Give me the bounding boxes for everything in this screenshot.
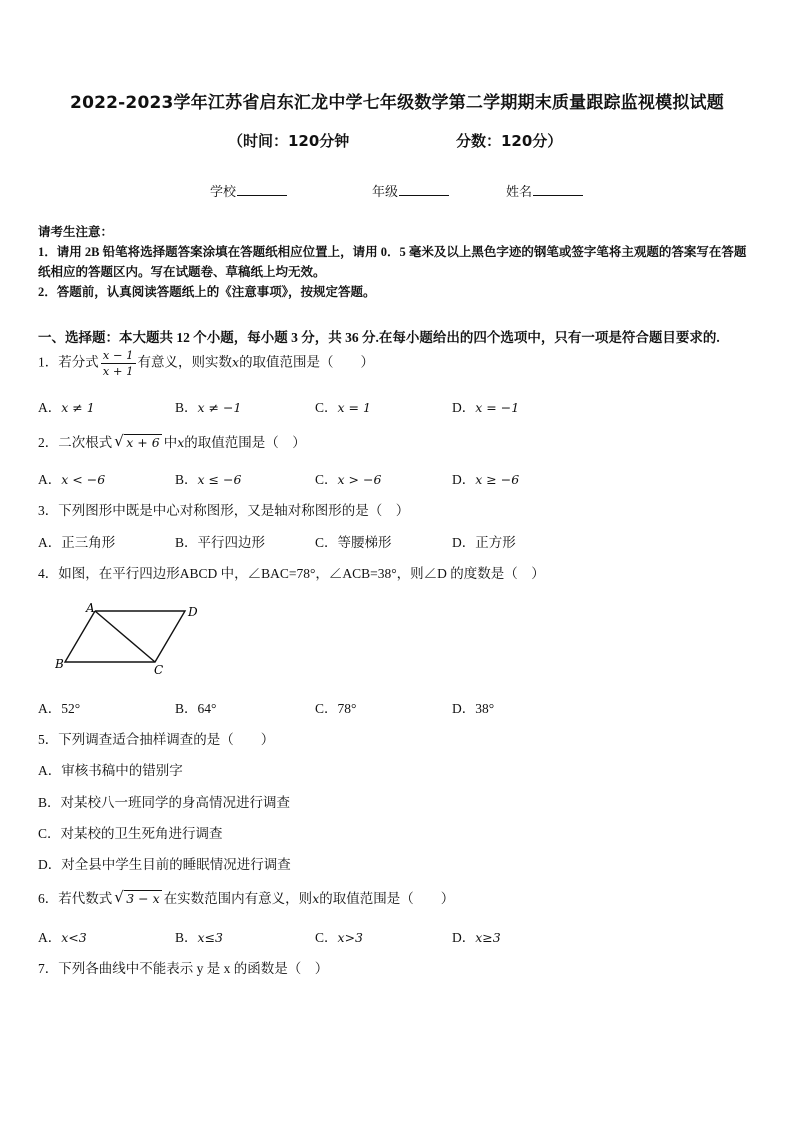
option-text: 平行四边形 xyxy=(197,535,266,550)
q1-option-b xyxy=(175,396,241,416)
option-text: x ≥ −6 xyxy=(475,472,520,487)
option-text: x > −6 xyxy=(337,472,382,487)
q3-option-b xyxy=(175,531,265,551)
option-letter: D． xyxy=(452,400,476,415)
q5-option-a xyxy=(38,759,183,779)
option-text: 对某校八一班同学的身高情况进行调查 xyxy=(60,795,291,810)
notice-block xyxy=(38,222,758,302)
option-letter: C． xyxy=(315,701,338,716)
option-letter: C． xyxy=(315,400,338,415)
exam-time: （时间：120分钟 xyxy=(228,132,350,150)
option-letter: D． xyxy=(452,472,476,487)
school-label: 学校 xyxy=(210,184,237,199)
q3-option-d xyxy=(452,531,516,551)
q2-var: x xyxy=(177,435,185,450)
q6-suffix: 的取值范围是（ ） xyxy=(319,891,455,906)
option-text: 64° xyxy=(197,701,217,716)
option-text: 52° xyxy=(61,701,81,716)
q1-option-c xyxy=(315,396,371,416)
option-letter: A． xyxy=(38,701,62,716)
option-letter: D． xyxy=(38,857,62,872)
q4-option-d xyxy=(452,697,494,717)
option-letter: C． xyxy=(315,930,338,945)
q6-option-c xyxy=(315,926,363,946)
q1-prefix: 1．若分式 xyxy=(38,354,99,370)
sqrt-icon: √ xyxy=(114,888,124,906)
option-letter: C． xyxy=(38,826,61,841)
q2-option-b xyxy=(175,468,241,488)
q1-suffix-1: 有意义，则实数 xyxy=(137,354,232,370)
q1-var: x xyxy=(232,354,240,370)
option-text: x < −6 xyxy=(61,472,106,487)
q6-mid: 在实数范围内有意义，则 xyxy=(163,891,313,906)
option-text: 正方形 xyxy=(475,535,516,550)
grade-blank xyxy=(399,184,449,196)
question-5: 5．下列调查适合抽样调查的是（ ） xyxy=(38,732,275,747)
q6-option-b xyxy=(175,926,223,946)
q6-radicand: 3 − x xyxy=(126,891,160,906)
grade-field xyxy=(372,181,449,200)
option-letter: B． xyxy=(175,701,198,716)
diagonal-ac xyxy=(95,611,155,662)
q4-option-c xyxy=(315,697,356,717)
question-3: 3．下列图形中既是中心对称图形，又是轴对称图形的是（ ） xyxy=(38,503,410,518)
name-blank xyxy=(533,184,583,196)
option-text: 对全县中学生目前的睡眠情况进行调查 xyxy=(61,857,291,872)
q5-option-d xyxy=(38,853,291,873)
name-field xyxy=(506,181,583,200)
option-letter: D． xyxy=(452,535,476,550)
option-text: 等腰梯形 xyxy=(337,535,392,550)
q1-numerator: x − 1 xyxy=(102,348,134,362)
option-letter: A． xyxy=(38,930,62,945)
option-text: 对某校的卫生死角进行调查 xyxy=(60,826,223,841)
q1-option-a xyxy=(38,396,95,416)
q3-option-a xyxy=(38,531,115,551)
question-1 xyxy=(38,348,374,379)
exam-title: 2022-2023学年江苏省启东汇龙中学七年级数学第二学期期末质量跟踪监视模拟试题 xyxy=(70,93,724,113)
option-letter: D． xyxy=(452,701,476,716)
option-text: 审核书稿中的错别字 xyxy=(61,763,183,778)
q3-option-c xyxy=(315,531,392,551)
q2-option-d xyxy=(452,468,519,488)
vertex-c-label: C xyxy=(154,663,164,677)
q2-radicand: x + 6 xyxy=(126,435,160,450)
option-text: 38° xyxy=(475,701,495,716)
q5-option-b xyxy=(38,791,290,811)
sqrt-icon: √ xyxy=(114,432,124,450)
q6-prefix: 6．若代数式 xyxy=(38,891,113,906)
grade-label: 年级 xyxy=(372,184,399,199)
question-2 xyxy=(38,431,306,451)
question-6 xyxy=(38,887,454,907)
parallelogram-figure xyxy=(55,600,210,682)
q2-prefix: 2．二次根式 xyxy=(38,435,113,450)
option-letter: C． xyxy=(315,472,338,487)
option-text: 78° xyxy=(337,701,357,716)
option-text: x<3 xyxy=(61,930,87,945)
q1-denominator: x + 1 xyxy=(102,364,134,378)
vertex-a-label: A xyxy=(86,601,95,615)
notice-item-1: 1．请用 2B 铅笔将选择题答案涂填在答题纸相应位置上，请用 0．5 毫米及以上黑色字迹的钢笔或签字笔将主观题的答案写在答题纸相应的答题区内。写在试题卷、草稿纸上均无效。 xyxy=(38,245,747,279)
option-text: x = 1 xyxy=(337,400,371,415)
option-letter: C． xyxy=(315,535,338,550)
notice-heading: 请考生注意： xyxy=(38,225,114,239)
option-letter: A． xyxy=(38,763,62,778)
notice-item-2: 2．答题前，认真阅读答题纸上的《注意事项》，按规定答题。 xyxy=(38,285,376,299)
option-text: x>3 xyxy=(337,930,363,945)
q1-fraction xyxy=(101,348,136,379)
name-label: 姓名 xyxy=(506,184,533,199)
q2-option-c xyxy=(315,468,381,488)
vertex-b-label: B xyxy=(55,657,64,671)
option-text: x = −1 xyxy=(475,400,520,415)
q2-option-a xyxy=(38,468,105,488)
q2-suffix: 的取值范围是（ ） xyxy=(184,435,306,450)
exam-score: 分数：120分） xyxy=(456,132,563,150)
option-letter: B． xyxy=(175,930,198,945)
option-text: x≤3 xyxy=(197,930,223,945)
option-letter: B． xyxy=(175,535,198,550)
school-blank xyxy=(237,184,287,196)
option-letter: B． xyxy=(38,795,61,810)
q2-sqrt xyxy=(114,432,161,450)
q1-suffix-2: 的取值范围是（ ） xyxy=(239,354,375,370)
option-text: x ≤ −6 xyxy=(197,472,242,487)
q6-sqrt xyxy=(114,888,161,906)
option-text: 正三角形 xyxy=(61,535,116,550)
option-text: x ≠ 1 xyxy=(61,400,95,415)
question-4: 4．如图，在平行四边形ABCD 中，∠BAC=78°，∠ACB=38°，则∠D 的度数是（ ） xyxy=(38,566,545,581)
option-text: x ≠ −1 xyxy=(197,400,242,415)
q6-option-d xyxy=(452,926,501,946)
vertex-d-label: D xyxy=(188,605,198,619)
q4-option-b xyxy=(175,697,216,717)
q6-var: x xyxy=(312,891,320,906)
option-letter: A． xyxy=(38,472,62,487)
option-letter: B． xyxy=(175,472,198,487)
option-letter: B． xyxy=(175,400,198,415)
q6-option-a xyxy=(38,926,87,946)
option-letter: A． xyxy=(38,400,62,415)
option-text: x≥3 xyxy=(475,930,501,945)
section-choice-heading: 一、选择题：本大题共 12 个小题，每小题 3 分，共 36 分.在每小题给出的四个选项中，只有一项是符合题目要求的. xyxy=(38,330,720,345)
q5-option-c xyxy=(38,822,223,842)
q2-mid: 中 xyxy=(163,435,178,450)
option-letter: D． xyxy=(452,930,476,945)
question-7: 7．下列各曲线中不能表示 y 是 x 的函数是（ ） xyxy=(38,961,329,976)
option-letter: A． xyxy=(38,535,62,550)
q1-option-d xyxy=(452,396,519,416)
q4-option-a xyxy=(38,697,80,717)
school-field xyxy=(210,181,287,200)
